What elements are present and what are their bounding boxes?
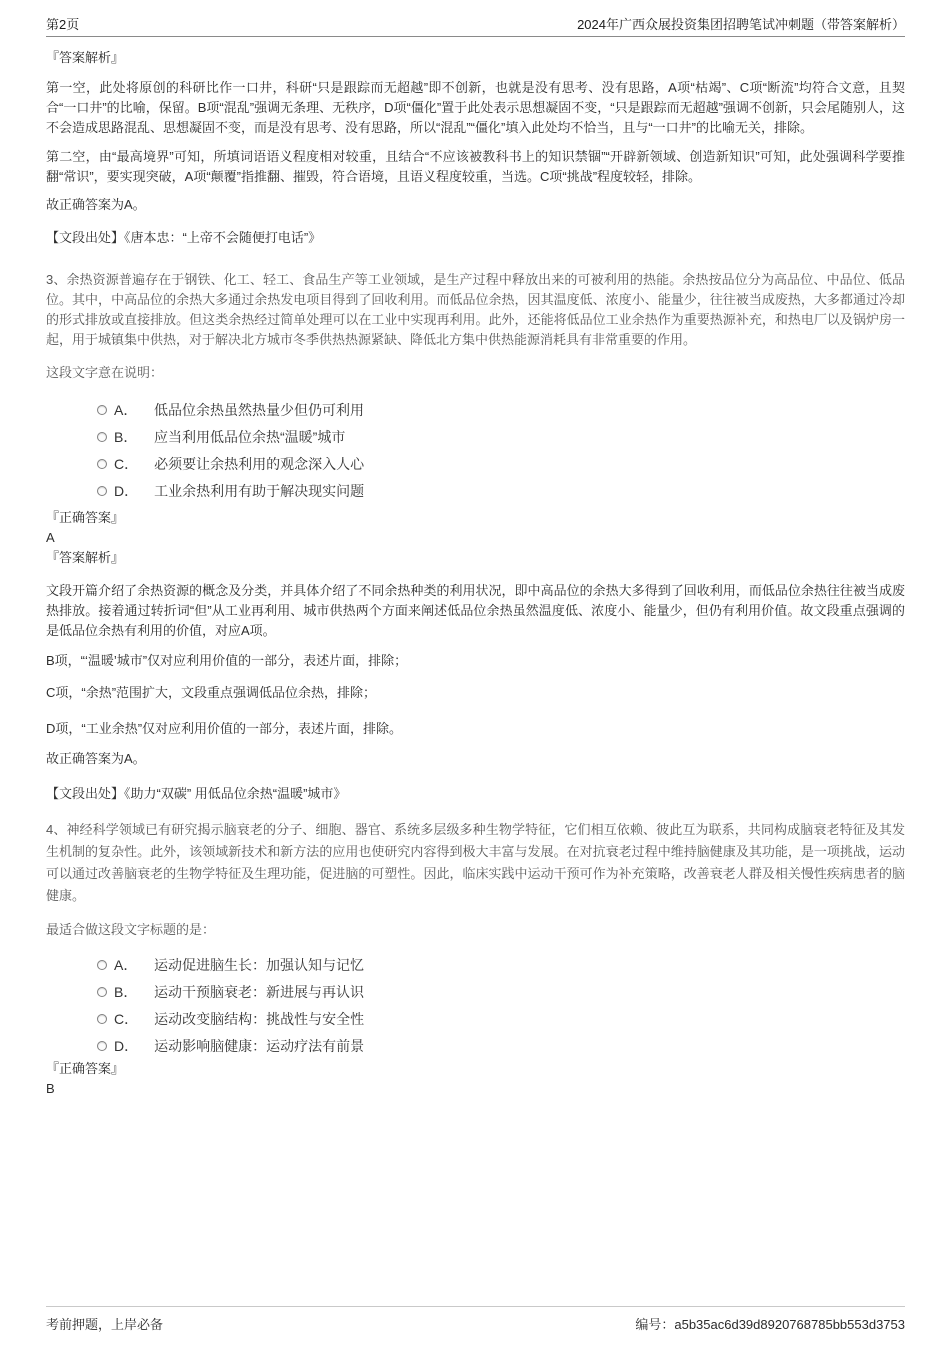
option-row-a[interactable] (46, 951, 905, 978)
page-footer (46, 1306, 905, 1345)
option-label: C． (114, 1010, 139, 1027)
source-text: 【文段出处】《唐本忠：“上帝不会随便打电话”》 (46, 230, 322, 245)
question-4-stem: 4、神经科学领域已有研究揭示脑衰老的分子、细胞、器官、系统多层级多种生物学特征，它们相互依赖、彼此互为联系，共同构成脑衰老特征及其发生机制的复杂性。此外，该领域新技术和新方法的应用也使研究内容得到极大丰富与发展。在对抗衰老过程中维持脑健康及其功能，是一项挑战，运动可以通过改善脑衰老的生物学特征及生理功能，促进脑的可塑性。因此，临床实践中运动干预可作为补充策略，改善衰老人群及相关慢性疾病患者的脑健康。 (46, 822, 905, 903)
option-row-c[interactable] (46, 450, 905, 477)
option-row-b[interactable] (46, 423, 905, 450)
page-number: 第2页 (46, 17, 80, 32)
option-row-c[interactable] (46, 1005, 905, 1032)
doc-title: 2024年广西众展投资集团招聘笔试冲刺题（带答案解析） (577, 17, 905, 32)
option-b-note: B项，“‘温暖’城市”仅对应利用价值的一部分，表述片面，排除； (46, 653, 408, 668)
option-label: D． (114, 1037, 139, 1054)
radio-button-icon[interactable] (97, 405, 107, 415)
question-4-options (46, 951, 905, 1059)
option-text: 运动促进脑生长：加强认知与记忆 (154, 956, 364, 973)
option-row-b[interactable] (46, 978, 905, 1005)
radio-button-icon[interactable] (97, 1041, 107, 1051)
analysis-paragraph: 第一空，此处将原创的科研比作一口井，科研“只是跟踪而无超越”即不创新，也就是没有思考、没有思路，A项“枯竭”、C项“断流”均符合文意，且契合“一口井”的比喻，保留。B项“混乱”强调无条理、无秩序，D项“僵化”置于此处表示思想凝固不变，“只是跟踪而无超越”强调不创新，只会尾随别人，这不会造成思路混乱、思想凝固不变，而是没有思考、没有思路，所以“混乱”“僵化”填入此处均不恰当，且与“一口井”的比喻无关，排除。 (46, 80, 905, 135)
option-label: B． (114, 983, 138, 1000)
conclusion-text: 故正确答案为A。 (46, 197, 146, 212)
question-4-prompt: 最适合做这段文字标题的是： (46, 922, 216, 937)
option-label: C． (114, 455, 139, 472)
source-text: 【文段出处】《助力“双碳” 用低品位余热“温暖”城市》 (46, 786, 347, 801)
answer-analysis-heading: 『答案解析』 (46, 50, 125, 65)
option-label: A． (114, 956, 138, 973)
correct-answer-heading: 『正确答案』 (46, 510, 125, 525)
option-text: 应当利用低品位余热“温暖”城市 (154, 428, 346, 445)
correct-answer-heading: 『正确答案』 (46, 1061, 125, 1076)
question-3-stem: 3、余热资源普遍存在于钢铁、化工、轻工、食品生产等工业领域，是生产过程中释放出来的可被利用的热能。余热按品位分为高品位、中品位、低品位。其中，中高品位的余热大多通过余热发电项目得到了回收利用。而低品位余热，因其温度低、浓度小、能量少，往往被当成废热，大多都通过冷却的形式排放或直接排放。但这类余热经过简单处理可以在工业中实现再利用。此外，还能将低品位工业余热作为重要热源补充，和热电厂以及锅炉房一起，用于城镇集中供热，对于解决北方城市冬季供热热源紧缺、降低北方集中供热能源消耗具有非常重要的作用。 (46, 272, 905, 347)
page-header (46, 0, 905, 37)
radio-button-icon[interactable] (97, 987, 107, 997)
option-text: 低品位余热虽然热量少但仍可利用 (154, 401, 364, 418)
footer-slogan: 考前押题，上岸必备 (46, 1317, 164, 1332)
radio-button-icon[interactable] (97, 960, 107, 970)
correct-answer-value: A (46, 530, 55, 545)
option-c-note: C项，“余热”范围扩大，文段重点强调低品位余热，排除； (46, 685, 377, 700)
option-label: A． (114, 401, 138, 418)
radio-button-icon[interactable] (97, 459, 107, 469)
option-text: 运动改变脑结构：挑战性与安全性 (154, 1010, 365, 1027)
option-label: D． (114, 482, 139, 499)
conclusion-text: 故正确答案为A。 (46, 751, 146, 766)
analysis-paragraph: 文段开篇介绍了余热资源的概念及分类，并具体介绍了不同余热种类的利用状况，即中高品位的余热大多得到了回收利用，而低品位余热往往被当成废热排放。接着通过转折词“但”从工业再利用、城市供热两个方面来阐述低品位余热虽然温度低、浓度小、能量少，但仍有利用价值。故文段重点强调的是低品位余热有利用的价值，对应A项。 (46, 583, 905, 638)
radio-button-icon[interactable] (97, 1014, 107, 1024)
option-row-d[interactable] (46, 477, 905, 504)
option-text: 工业余热利用有助于解决现实问题 (154, 482, 365, 499)
option-text: 必须要让余热利用的观念深入人心 (154, 455, 365, 472)
correct-answer-value: B (46, 1081, 55, 1096)
question-3-prompt: 这段文字意在说明： (46, 365, 164, 380)
option-row-d[interactable] (46, 1032, 905, 1059)
page-content (46, 46, 905, 1099)
radio-button-icon[interactable] (97, 486, 107, 496)
option-text: 运动影响脑健康：运动疗法有前景 (154, 1037, 365, 1054)
analysis-paragraph: 第二空，由“最高境界”可知，所填词语语义程度相对较重，且结合“不应该被教科书上的知识禁锢”“开辟新领域、创造新知识”可知，此处强调科学要推翻“常识”，要实现突破，A项“颠覆”指推翻、摧毁，符合语境，且语义程度较重，当选。C项“挑战”程度较轻，排除。 (46, 149, 905, 184)
question-3-options (46, 396, 905, 504)
footer-serial-number: 编号：a5b35ac6d39d8920768785bb553d3753 (635, 1317, 905, 1332)
option-text: 运动干预脑衰老：新进展与再认识 (154, 983, 364, 1000)
option-label: B． (114, 428, 138, 445)
answer-analysis-heading: 『答案解析』 (46, 550, 125, 565)
radio-button-icon[interactable] (97, 432, 107, 442)
option-row-a[interactable] (46, 396, 905, 423)
option-d-note: D项，“工业余热”仅对应利用价值的一部分，表述片面，排除。 (46, 721, 403, 736)
